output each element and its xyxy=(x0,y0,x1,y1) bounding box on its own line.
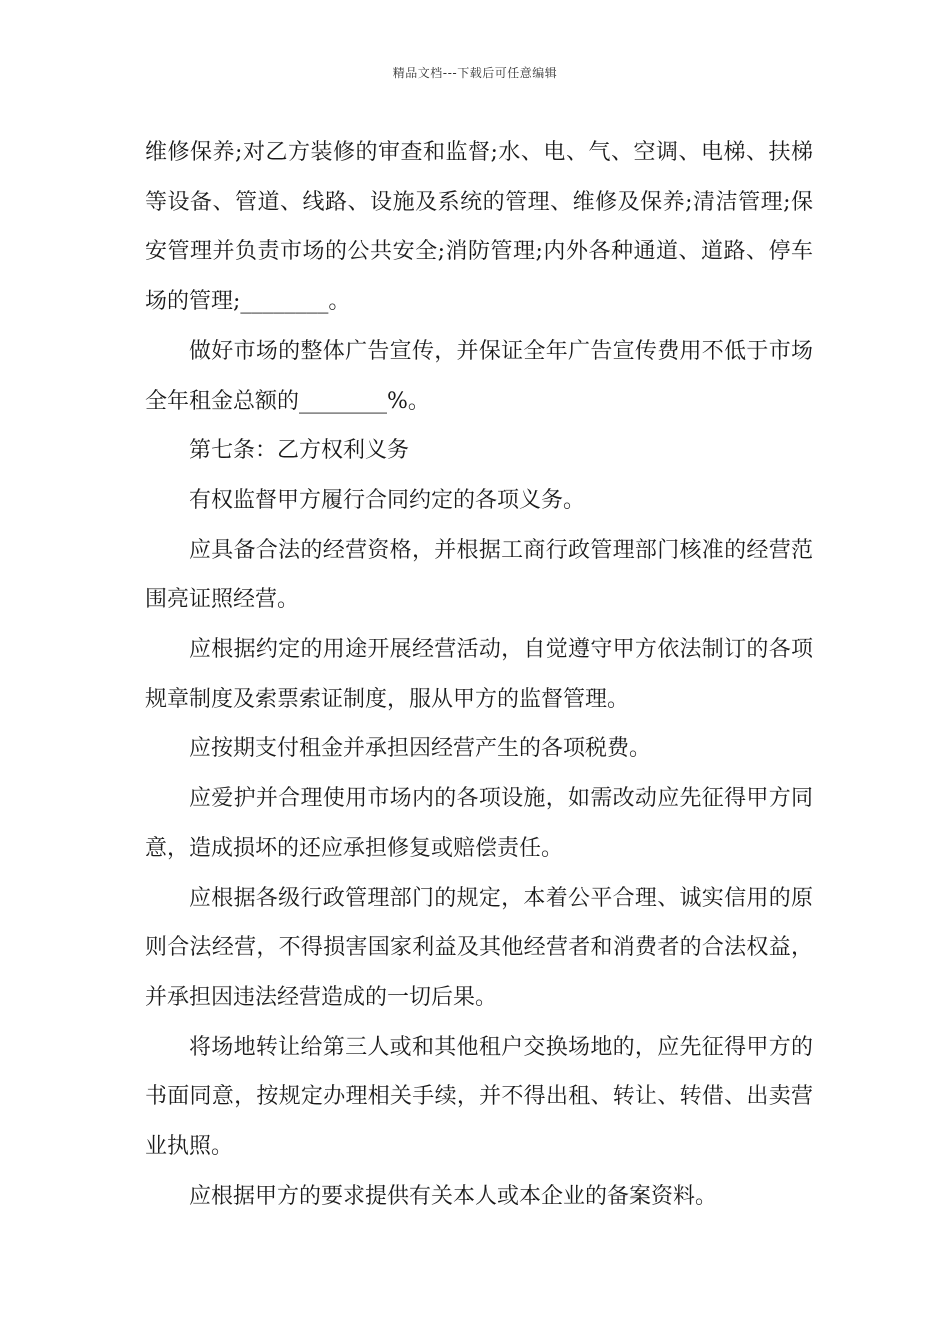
paragraph-4: 有权监督甲方履行合同约定的各项义务。 xyxy=(189,487,586,513)
page-header: 精品文档---下载后可任意编辑 xyxy=(392,66,558,80)
document-body xyxy=(145,128,813,1221)
paragraph-10: 将场地转让给第三人或和其他租户交换场地的，应先征得甲方的书面同意，按规定办理相关手续，并不得出租、转让、转借、出卖营业执照。 xyxy=(145,1034,813,1160)
paragraph-11: 应根据甲方的要求提供有关本人或本企业的备案资料。 xyxy=(189,1183,718,1209)
paragraph-5: 应具备合法的经营资格，并根据工商行政管理部门核准的经营范围亮证照经营。 xyxy=(145,537,813,613)
paragraph-6: 应根据约定的用途开展经营活动，自觉遵守甲方依法制订的各项规章制度及索票索证制度，服从甲方的监督管理。 xyxy=(145,637,813,712)
paragraph-8: 应爱护并合理使用市场内的各项设施，如需改动应先征得甲方同意，造成损坏的还应承担修复或赔偿责任。 xyxy=(145,786,813,861)
paragraph-9: 应根据各级行政管理部门的规定，本着公平合理、诚实信用的原则合法经营，不得损害国家利益及其他经营者和消费者的合法权益，并承担因违法经营造成的一切后果。 xyxy=(145,885,813,1010)
paragraph-7: 应按期支付租金并承担因经营产生的各项税费。 xyxy=(189,736,652,762)
paragraph-1: 维修保养;对乙方装修的审查和监督;水、电、气、空调、电梯、扶梯等设备、管道、线路、设施及系统的管理、维修及保养;清洁管理;保安管理并负责市场的公共安全;消防管理;内外各种通道、道路、停车场的管理;________。 xyxy=(145,140,813,315)
section-heading-article-7: 第七条：乙方权利义务 xyxy=(189,438,410,464)
paragraph-2: 做好市场的整体广告宣传，并保证全年广告宣传费用不低于市场全年租金总额的________%。 xyxy=(145,338,813,414)
